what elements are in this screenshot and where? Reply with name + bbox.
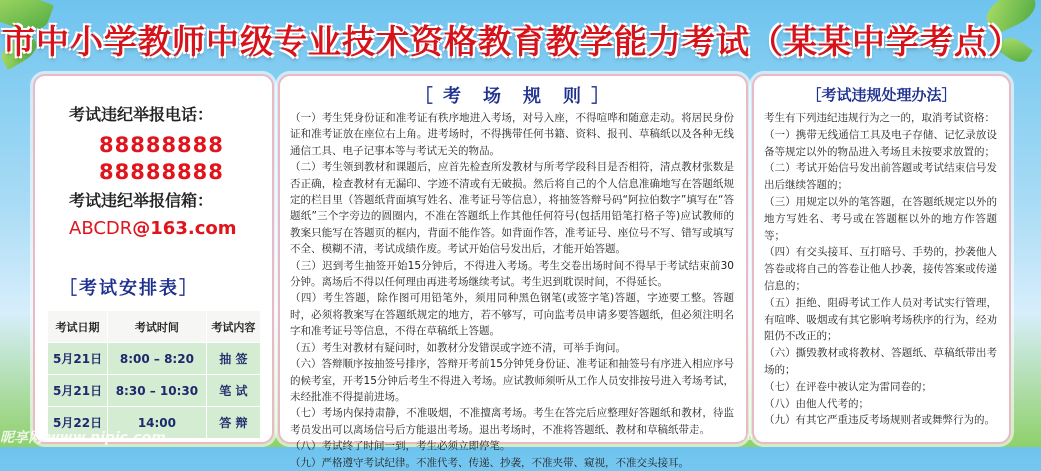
rule-item: （二）考生领到教材和课题后，应首先检查所发教材与所考学段科目是否相符，清点教材张数是否正确，检查教材有无漏印、字迹不清或有无破损。然后将自己的个人信息准确地写在答题纸规定的栏目里（答题纸背面填写姓名、准考证号等信息），将抽签答辩号码“阿拉伯数字”填写在“答题纸”三个字旁边的圆圈内，不准在答题纸上作其他任何符号(包括用铅笔打格子等)应试教师的教案只能写在答题页的框内，背面不能作答。如背面作答，准考证号、座位号不写、错写或填写不全、模糊不清，考试成绩作废。考试开始信号发出后，才能开始答题。 <box>290 161 734 256</box>
exam-time: 8:30 – 10:30 <box>108 375 207 407</box>
schedule-heading: ［考试安排表］ <box>59 278 199 299</box>
punish-item: （四）有交头接耳、互打暗号、手势的，抄袭他人答卷或将自己的答卷让他人抄袭，接传答案或传递信息的； <box>764 246 997 292</box>
rules-panel <box>278 74 748 469</box>
punish-item: （六）撕毁教材或将教材、答题纸、草稿纸带出考场的； <box>764 347 997 376</box>
punish-item: （八）由他人代考的； <box>764 397 869 410</box>
phone-number-1: 88888888 <box>99 133 224 157</box>
rules-list <box>290 110 734 471</box>
punish-item: （一）携带无线通信工具及电子存储、记忆录放设备等规定以外的物品进入考场且未按要求放置的； <box>764 128 997 158</box>
column-header: 考试日期 <box>48 311 108 343</box>
rules-heading: ［ 考 场 规 则 ］ <box>414 86 612 107</box>
mail-domain: @163.com <box>132 218 237 239</box>
rule-item: （八）考试终了时间一到，考生必须立即停笔。 <box>290 440 511 453</box>
exam-date: 5月22日 <box>48 407 108 439</box>
punish-panel <box>752 74 1011 444</box>
phone-label: 考试违纪举报电话： <box>69 105 214 124</box>
mail-label: 考试违纪举报信箱： <box>69 191 214 210</box>
schedule-table <box>47 310 261 439</box>
punish-item: （九）有其它严重违反考场规则者或舞弊行为的。 <box>764 414 995 427</box>
exam-content: 笔 试 <box>206 375 260 407</box>
watermark-id: ID:11580570 NO:20161107011618143925017 <box>694 433 904 443</box>
rule-item: （三）迟到考生抽签开始15分钟后，不得进入考场。考生交卷出场时间不得早于考试结束前30分钟。离场后不得以任何理由再进考场继续考试。考生迟到耽误时间，不得延长。 <box>290 259 734 289</box>
column-header: 考试时间 <box>108 311 207 343</box>
exam-date: 5月21日 <box>48 375 108 407</box>
rule-item: （九）严格遵守考试纪律。不准代考、传递、抄袭，不准夹带、窥视，不准交头接耳。 <box>290 456 689 469</box>
column-header: 考试内容 <box>206 311 260 343</box>
rule-item: （六）答辩顺序按抽签号排序，答辩开考前15分钟凭身份证、准考证和抽签号有序进入相应序号的候考室，开考15分钟后考生不得进入考场。应试教师须听从工作人员安排按号进入考场考试，未经批准不得提前进场。 <box>290 358 734 403</box>
report-panel <box>33 74 274 444</box>
rule-item: （四）考生答题，除作图可用铅笔外，须用同种黑色钢笔(或签字笔)答题，字迹要工整。答题时，必须将教案写在答题纸规定的地方，若不够写，可向监考员申请多要答题纸，但必须注明名字和准考证号等信息，不得在草稿纸上答题。 <box>290 292 734 338</box>
exam-content: 抽 签 <box>206 343 260 375</box>
table-row <box>48 343 261 375</box>
table-header-row <box>48 311 261 343</box>
punish-list <box>764 110 997 429</box>
rule-item: （一）考生凭身份证和准考证有秩序地进入考场，对号入座，不得喧哗和随意走动。将居民身份证和准考证放在座位右上角。进考场时，不得携带任何书籍、资料、报刊、草稿纸以及各种无线通信工具、电子记事本等与考试无关的物品。 <box>290 112 734 157</box>
punish-item: （七）在评卷中被认定为雷同卷的； <box>764 380 932 393</box>
page-title: 市中小学教师中级专业技术资格教育教学能力考试（某某中学考点） <box>2 22 1022 61</box>
punish-heading: ［考试违规处理办法］ <box>806 86 957 104</box>
punish-item: （二）考试开始信号发出前答题或考试结束信号发出后继续答题的； <box>764 162 997 192</box>
mail-prefix: ABCDR <box>69 218 133 239</box>
exam-content: 答 辩 <box>206 407 260 439</box>
exam-date: 5月21日 <box>48 343 108 375</box>
mail-address <box>69 218 236 239</box>
rule-item: （五）考生对教材有疑问时，如教材分发错误或字迹不清，可举手询问。 <box>290 341 626 354</box>
exam-time: 14:00 <box>108 407 207 439</box>
schedule-table-wrap <box>47 310 261 439</box>
table-row <box>48 375 261 407</box>
punish-item: 考生有下列违纪违规行为之一的，取消考试资格： <box>764 112 995 124</box>
phone-number-2: 88888888 <box>99 160 224 184</box>
watermark-brand: 昵享网 www.nipic.com <box>0 430 166 446</box>
exam-time: 8:00 – 8:20 <box>108 343 207 375</box>
punish-item: （三）用规定以外的笔答题，在答题纸规定以外的地方写姓名、考号或在答题框以外的地方作答题等； <box>764 195 997 242</box>
punish-item: （五）拒绝、阻碍考试工作人员对考试实行管理，有喧哗、吸烟或有其它影响考场秩序的行为，经劝阻仍不改正的； <box>764 296 997 343</box>
rule-item: （七）考场内保持肃静，不准吸烟，不准擅离考场。考生在答完后应整理好答题纸和教材，待监考员发出可以离场信号后方能退出考场。退出考场时，不准将答题纸、教材和草稿纸带走。 <box>290 407 734 436</box>
